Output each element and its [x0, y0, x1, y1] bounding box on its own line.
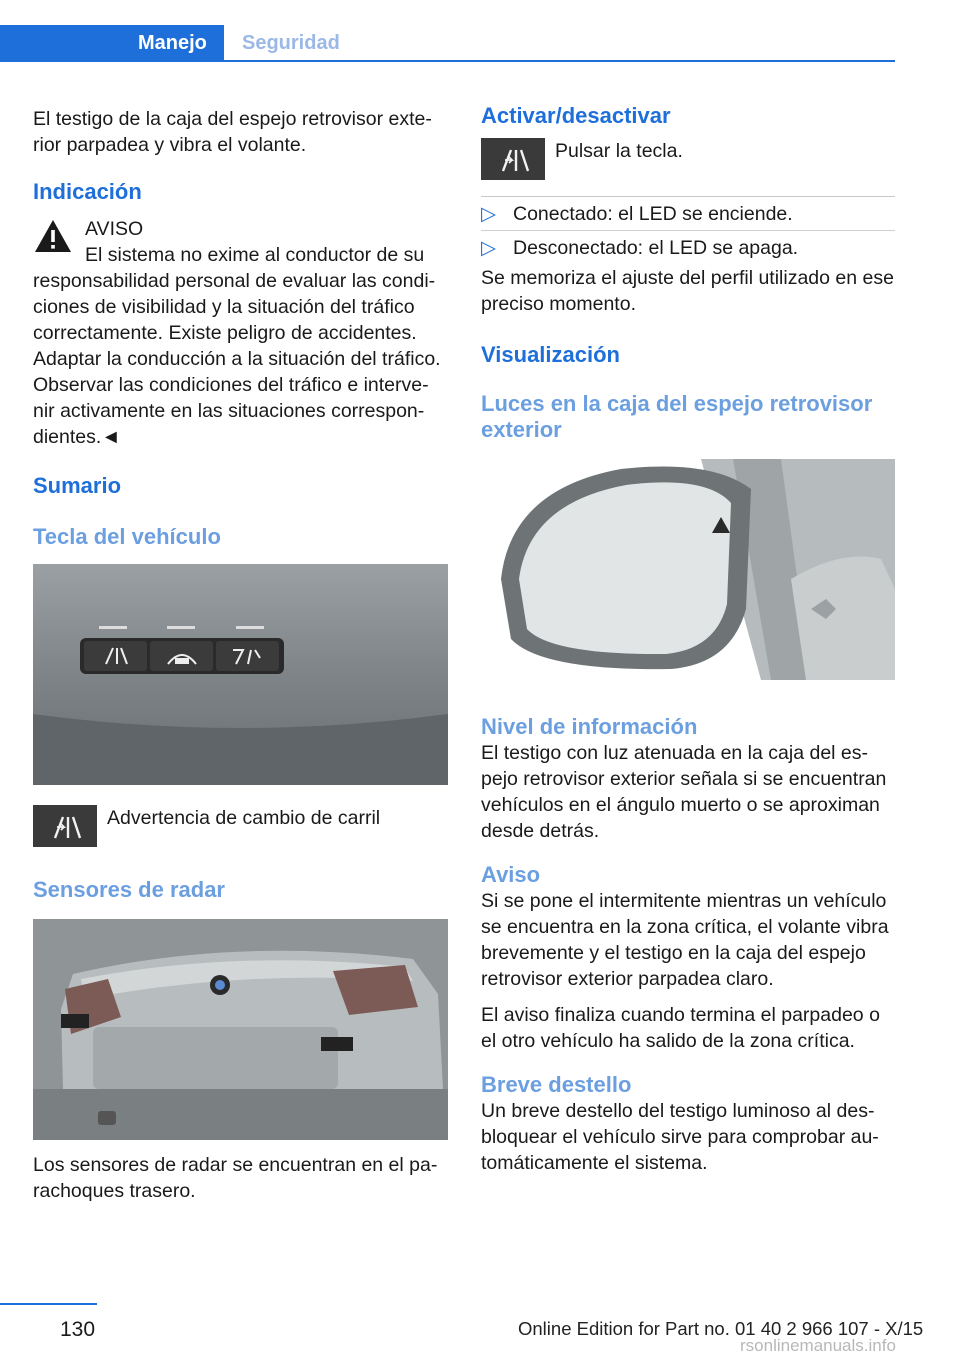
- bullet-text-on: Conectado: el LED se enciende.: [513, 203, 793, 225]
- button-panel-image: [33, 564, 448, 785]
- warning-block: [33, 216, 448, 450]
- button-panel-illustration: [33, 564, 448, 785]
- memoriza-text: Se memoriza el ajuste del perfil utilizado en ese preciso momento.: [481, 267, 894, 315]
- car-rear-image: [33, 919, 448, 1140]
- mirror-illustration: [481, 459, 895, 680]
- visualizacion-heading: Visualización: [481, 342, 620, 367]
- activar-heading: Activar/desactivar: [481, 103, 671, 128]
- pulsar-text: Pulsar la tecla.: [555, 140, 683, 162]
- intro-paragraph: El testigo de la caja del espejo retrovisor exte-rior parpadea y vibra el volante.: [33, 108, 432, 156]
- breve-heading: Breve destello: [481, 1072, 632, 1097]
- car-rear-illustration: [33, 919, 448, 1140]
- mirror-image: [481, 459, 895, 680]
- watermark: rsonlinemanuals.info: [740, 1336, 896, 1355]
- lane-change-warning-icon: [33, 805, 97, 847]
- footer-line: [0, 1303, 97, 1305]
- bullet-text-off: Desconectado: el LED se apaga.: [513, 237, 799, 259]
- aviso-body: responsabilidad personal de evaluar las condi-ciones de visibilidad y la situación del tráfico correctamente. Existe peligro de accidentes. Adaptar la conducción a la situación del tráfico. Observar las condiciones del tráfico e interve-nir activamente en las situaciones correspon-dientes.◄: [33, 270, 441, 448]
- pulsar-row: [481, 138, 895, 180]
- list-item: [481, 201, 895, 231]
- bullet-list: [481, 201, 895, 261]
- bullet-triangle-icon: ▷: [481, 203, 496, 225]
- aviso-text-1: Si se pone el intermitente mientras un vehículo se encuentra en la zona crítica, el volante vibra brevemente y el testigo en la caja del espejo retrovisor exterior parpadea claro.: [481, 890, 889, 990]
- list-item: [481, 235, 895, 261]
- tecla-heading: Tecla del vehículo: [33, 524, 221, 549]
- aviso-first-line: El sistema no exime al conductor de su: [85, 244, 425, 266]
- divider: [481, 196, 895, 197]
- tab-underline: [0, 60, 895, 62]
- warning-triangle-icon: [33, 218, 73, 254]
- edition-text: Online Edition for Part no. 01 40 2 966 107 - X/15: [518, 1318, 924, 1339]
- radar-caption: Los sensores de radar se encuentran en el pa-rachoques trasero.: [33, 1154, 438, 1202]
- aviso-heading: Aviso: [481, 862, 541, 887]
- nivel-text: El testigo con luz atenuada en la caja del es-pejo retrovisor exterior señala si se encuentran vehículos en el ángulo muerto o se aproximan desde detrás.: [481, 742, 887, 842]
- luces-heading: Luces en la caja del espejo retrovisor exterior: [481, 391, 873, 442]
- sumario-heading: Sumario: [33, 473, 122, 498]
- header-tabbar: [0, 25, 895, 63]
- radar-heading: Sensores de radar: [33, 877, 225, 902]
- nivel-heading: Nivel de información: [481, 714, 698, 739]
- tab-seguridad[interactable]: Seguridad: [242, 32, 340, 54]
- bullet-triangle-icon: ▷: [481, 237, 496, 259]
- indicacion-heading: Indicación: [33, 179, 142, 204]
- right-column: [481, 100, 895, 1176]
- tab-manejo[interactable]: Manejo: [138, 32, 207, 54]
- page-number: 130: [60, 1318, 96, 1341]
- aviso-label: AVISO: [85, 218, 144, 240]
- lane-warning-row: [33, 805, 448, 847]
- lane-warning-caption: Advertencia de cambio de carril: [107, 807, 381, 829]
- aviso-text-2: El aviso finaliza cuando termina el parpadeo o el otro vehículo ha salido de la zona crítica.: [481, 1004, 880, 1052]
- lane-change-button-icon: [481, 138, 545, 180]
- left-column: [33, 100, 448, 1204]
- breve-text: Un breve destello del testigo luminoso al des-bloquear el vehículo sirve para comprobar au-tomáticamente el sistema.: [481, 1100, 879, 1174]
